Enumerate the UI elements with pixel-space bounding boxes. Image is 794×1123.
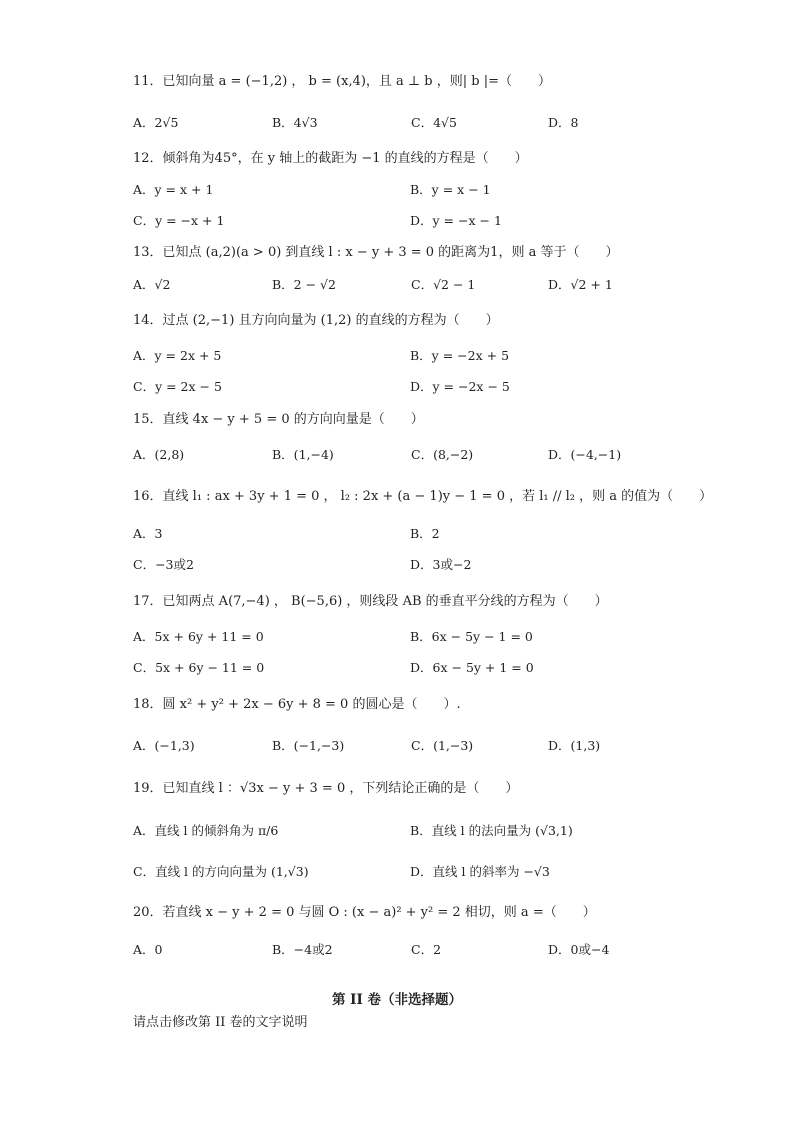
question-11-stem: 11．已知向量 a = (−1,2) ， b = (x,4)，且 a ⊥ b ，则| b |=（ ） <box>133 74 551 89</box>
q12-option-b: B．y = x − 1 <box>410 182 491 197</box>
section-note[interactable]: 请点击修改第 II 卷的文字说明 <box>133 1015 308 1030</box>
question-20-stem: 20．若直线 x − y + 2 = 0 与圆 O : (x − a)² + y² = 2 相切，则 a =（ ） <box>133 905 596 920</box>
q16-option-c: C．−3或2 <box>133 557 194 572</box>
q15-option-d: D．(−4,−1) <box>548 447 622 462</box>
q20-option-c: C．2 <box>411 942 442 957</box>
q16-option-a: A．3 <box>133 526 163 541</box>
q18-option-d: D．(1,3) <box>548 738 601 753</box>
q15-option-b: B．(1,−4) <box>272 447 334 462</box>
question-13-stem: 13．已知点 (a,2)(a > 0) 到直线 l : x − y + 3 = 0 的距离为1，则 a 等于（ ） <box>133 245 619 260</box>
question-18-stem: 18．圆 x² + y² + 2x − 6y + 8 = 0 的圆心是（ ）. <box>133 697 461 712</box>
q14-option-a: A．y = 2x + 5 <box>133 348 222 363</box>
q16-option-d: D．3或−2 <box>410 557 472 572</box>
q11-option-d: D．8 <box>548 115 579 130</box>
q19-option-a: A．直线 l 的倾斜角为 π/6 <box>133 823 279 838</box>
q13-option-a: A．√2 <box>133 277 171 292</box>
question-12-stem: 12．倾斜角为45°，在 y 轴上的截距为 −1 的直线的方程是（ ） <box>133 151 528 166</box>
q11-option-b: B．4√3 <box>272 115 318 130</box>
q17-option-d: D．6x − 5y + 1 = 0 <box>410 660 534 675</box>
q20-option-d: D．0或−4 <box>548 942 610 957</box>
question-19-stem: 19．已知直线 l ：√3x − y + 3 = 0 ，下列结论正确的是（ ） <box>133 781 519 796</box>
q17-option-a: A．5x + 6y + 11 = 0 <box>133 629 264 644</box>
q18-option-a: A．(−1,3) <box>133 738 195 753</box>
q17-option-b: B．6x − 5y − 1 = 0 <box>410 629 533 644</box>
q18-option-b: B．(−1,−3) <box>272 738 345 753</box>
q15-option-a: A．(2,8) <box>133 447 185 462</box>
q19-option-d: D．直线 l 的斜率为 −√3 <box>410 864 550 879</box>
question-17-stem: 17．已知两点 A(7,−4) ， B(−5,6) ，则线段 AB 的垂直平分线的方程为（ ） <box>133 594 608 609</box>
q20-option-b: B．−4或2 <box>272 942 333 957</box>
q13-option-d: D．√2 + 1 <box>548 277 613 292</box>
q16-option-b: B．2 <box>410 526 440 541</box>
question-14-stem: 14．过点 (2,−1) 且方向向量为 (1,2) 的直线的方程为（ ） <box>133 313 499 328</box>
q15-option-c: C．(8,−2) <box>411 447 474 462</box>
q19-option-b: B．直线 l 的法向量为 (√3,1) <box>410 823 573 838</box>
q13-option-c: C．√2 − 1 <box>411 277 476 292</box>
q11-option-a: A．2√5 <box>133 115 179 130</box>
q14-option-b: B．y = −2x + 5 <box>410 348 510 363</box>
q12-option-d: D．y = −x − 1 <box>410 213 502 228</box>
question-15-stem: 15．直线 4x − y + 5 = 0 的方向向量是（ ） <box>133 412 424 427</box>
q20-option-a: A．0 <box>133 942 163 957</box>
question-16-stem: 16．直线 l₁ : ax + 3y + 1 = 0 ， l₂ : 2x + (a − 1)y − 1 = 0 ，若 l₁ // l₂ ，则 a 的值为（ ） <box>133 489 713 504</box>
q11-option-c: C．4√5 <box>411 115 457 130</box>
q13-option-b: B．2 − √2 <box>272 277 336 292</box>
section-title: 第 II 卷（非选择题） <box>331 992 463 1008</box>
q17-option-c: C．5x + 6y − 11 = 0 <box>133 660 265 675</box>
q12-option-c: C．y = −x + 1 <box>133 213 225 228</box>
q18-option-c: C．(1,−3) <box>411 738 474 753</box>
q12-option-a: A．y = x + 1 <box>133 182 214 197</box>
q14-option-d: D．y = −2x − 5 <box>410 379 510 394</box>
q14-option-c: C．y = 2x − 5 <box>133 379 222 394</box>
q19-option-c: C．直线 l 的方向向量为 (1,√3) <box>133 864 309 879</box>
